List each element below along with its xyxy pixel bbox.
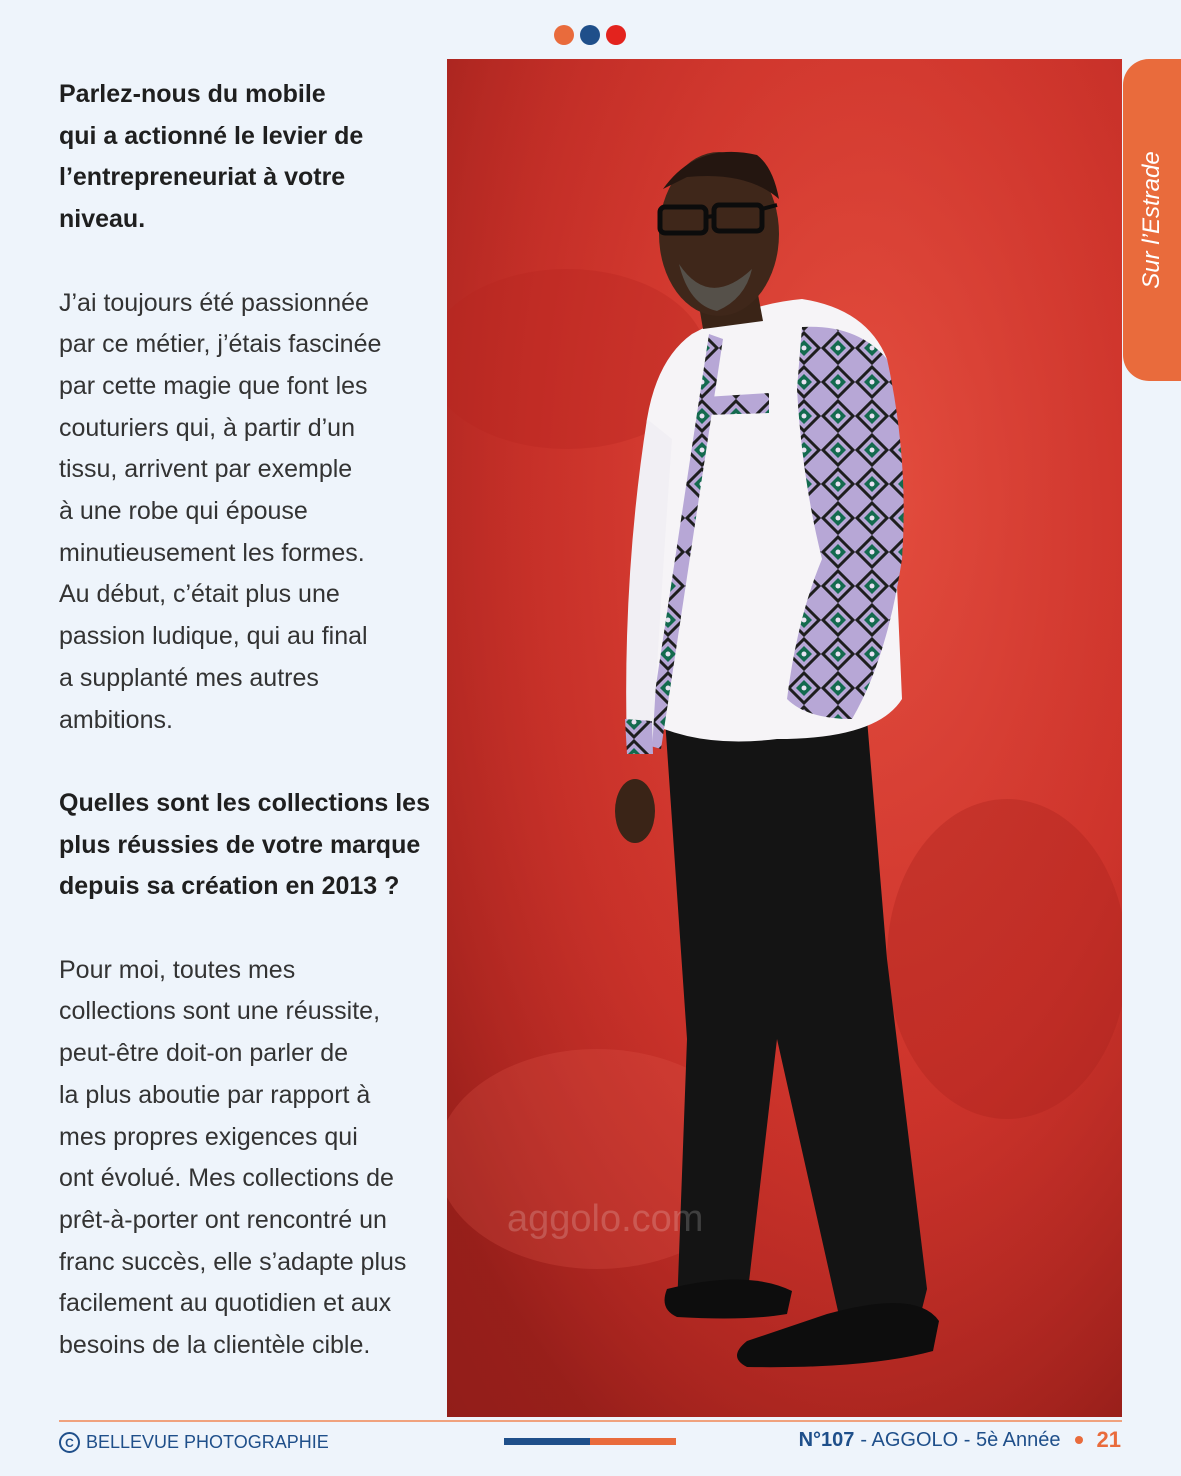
header-dots (554, 25, 626, 45)
section-tab (1123, 59, 1181, 381)
answer-2-line: Pour moi, toutes mes (59, 955, 296, 984)
footer-divider (59, 1420, 1122, 1422)
answer-1-line: J’ai toujours été passionnée (59, 288, 369, 317)
footer-color-bar (504, 1438, 676, 1445)
answer-1-line: passion ludique, qui au final (59, 622, 368, 651)
paragraph-gap (59, 741, 439, 783)
question-2-line: depuis sa création en 2013 ? (59, 872, 400, 901)
paragraph-gap (59, 241, 439, 283)
answer-2-line: ont évolué. Mes collections de (59, 1164, 394, 1193)
portrait-photo (447, 59, 1122, 1417)
page-number: 21 (1096, 1427, 1121, 1452)
footer-bar-blue (504, 1438, 590, 1445)
question-2 (59, 783, 439, 908)
issue-details: - AGGOLO - 5è Année (860, 1428, 1061, 1451)
photo-credit (59, 1432, 329, 1453)
blue-dot (580, 25, 600, 45)
question-1-line: niveau. (59, 205, 146, 234)
question-1-line: qui a actionné le levier de (59, 121, 364, 150)
answer-1-line: a supplanté mes autres (59, 663, 319, 692)
answer-1 (59, 283, 439, 742)
section-tab-label: Sur l’Estrade (1138, 151, 1165, 289)
answer-2-line: mes propres exigences qui (59, 1122, 358, 1151)
answer-2 (59, 950, 439, 1367)
photo-credit-text: BELLEVUE PHOTOGRAPHIE (86, 1432, 329, 1452)
footer-bar-orange (590, 1438, 676, 1445)
answer-2-line: franc succès, elle s’adapte plus (59, 1247, 407, 1276)
answer-2-line: facilement au quotidien et aux (59, 1289, 392, 1318)
question-1 (59, 74, 439, 241)
issue-number: N°107 (798, 1428, 855, 1451)
portrait-illustration (447, 59, 1122, 1417)
answer-2-line: collections sont une réussite, (59, 997, 381, 1026)
answer-2-line: besoins de la clientèle cible. (59, 1331, 371, 1360)
answer-2-line: la plus aboutie par rapport à (59, 1080, 371, 1109)
answer-1-line: par ce métier, j’étais fascinée (59, 330, 382, 359)
answer-1-line: tissu, arrivent par exemple (59, 455, 353, 484)
answer-1-line: ambitions. (59, 705, 173, 734)
orange-dot (554, 25, 574, 45)
photo-watermark: aggolo.com (507, 1198, 704, 1240)
answer-2-line: peut-être doit-on parler de (59, 1039, 349, 1068)
answer-1-line: minutieusement les formes. (59, 538, 365, 567)
answer-2-line: prêt-à-porter ont rencontré un (59, 1205, 387, 1234)
bullet-dot (1075, 1436, 1083, 1444)
question-2-line: plus réussies de votre marque (59, 830, 421, 859)
question-2-line: Quelles sont les collections les (59, 788, 430, 817)
answer-1-line: Au début, c’était plus une (59, 580, 340, 609)
answer-1-line: à une robe qui épouse (59, 497, 308, 526)
issue-info (799, 1427, 1121, 1453)
red-dot (606, 25, 626, 45)
paragraph-gap (59, 908, 439, 950)
article-text (59, 74, 439, 1367)
question-1-line: Parlez-nous du mobile (59, 80, 326, 108)
question-1-line: l’entrepreneuriat à votre (59, 163, 346, 192)
copyright-icon: C (59, 1432, 80, 1453)
answer-1-line: couturiers qui, à partir d’un (59, 413, 355, 442)
answer-1-line: par cette magie que font les (59, 371, 368, 400)
